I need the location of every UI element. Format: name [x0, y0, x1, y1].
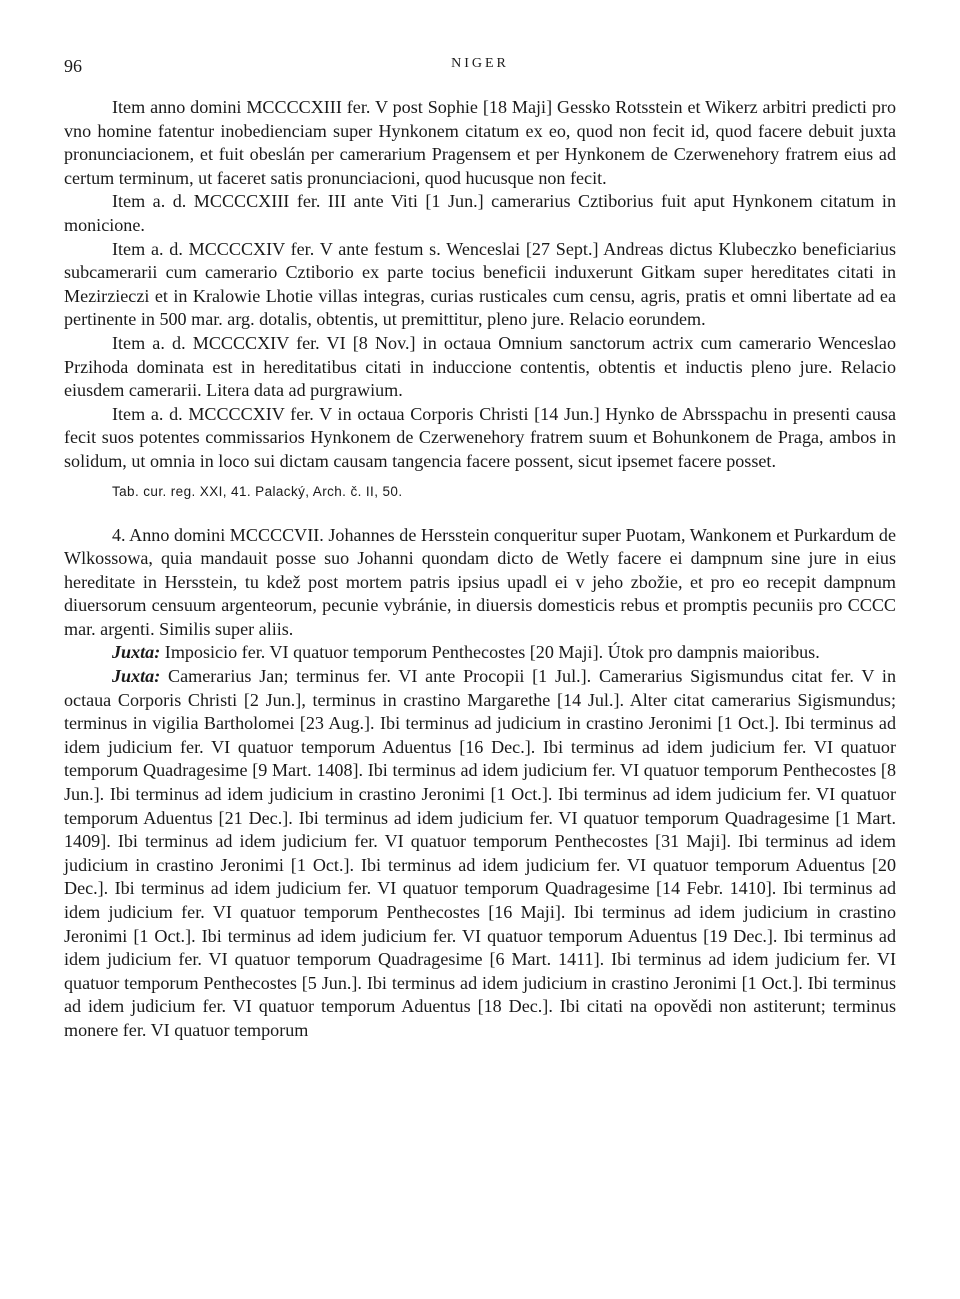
paragraph-juxta-1: [64, 641, 896, 665]
page-header: [64, 56, 896, 80]
page-number: 96: [64, 56, 82, 76]
paragraph-entry-2: Item a. d. MCCCCXIII fer. III ante Viti [1 Jun.] camerarius Cztiborius fuit aput Hynkonem citatum in monicione.: [64, 191, 896, 235]
paragraph-juxta-2: [64, 665, 896, 1043]
paragraph-entry-1: Item anno domini MCCCCXIII fer. V post Sophie [18 Maji] Gessko Rotsstein et Wikerz arbitri predicti pro vno homine fatentur inobedienciam super Hynkonem citatum ex eo, quod non fecit id, quod facere debuit juxta pronunciacionem, et fuit obeslán per camerarium Pragensem et per Hynkonem de Czerwenehory fratrem eius ad certum terminum, ut faceret satis pronunciacioni, quod hucusque non fecit.: [64, 97, 896, 188]
juxta-text: Camerarius Jan; terminus fer. VI ante Procopii [1 Jul.]. Camerarius Sigismundus citat fer. V in octaua Corporis Christi [2 Jun.], terminus in crastino Margarethe [14 Jul.]. Alter citat camerarius Sigismundus; terminus in vigilia Bartholomei [23 Aug.]. Ibi terminus ad judicium in crastino Jeronimi [1 Oct.]. Ibi terminus ad idem judicium fer. VI quatuor temporum Aduentus [16 Dec.]. Ibi terminus ad idem judicium fer. VI quatuor temporum Quadragesime [9 Mart. 1408]. Ibi terminus ad idem judicium fer. VI quatuor temporum Penthecostes [8 Jun.]. Ibi terminus ad idem judicium in crastino Jeronimi [1 Oct.]. Ibi terminus ad idem judicium fer. VI quatuor temporum Aduentus [21 Dec.]. Ibi terminus ad idem judicium fer. VI quatuor temporum Quadragesime [1 Mart. 1409]. Ibi terminus ad idem judicium fer. VI quatuor temporum Penthecostes [31 Maji]. Ibi terminus ad idem judicium in crastino Jeronimi [1 Oct.]. Ibi terminus ad idem judicium fer. VI quatuor temporum Aduentus [20 Dec.]. Ibi terminus ad idem judicium fer. VI quatuor temporum Quadragesime [14 Febr. 1410]. Ibi terminus ad idem judicium fer. VI quatuor temporum Penthecostes [16 Maji]. Ibi terminus ad idem judicium in crastino Jeronimi [1 Oct.]. Ibi terminus ad idem judicium fer. VI quatuor temporum Aduentus [19 Dec.]. Ibi terminus ad idem judicium fer. VI quatuor temporum Quadragesime [6 Mart. 1411]. Ibi terminus ad idem judicium fer. VI quatuor temporum Penthecostes [5 Jun.]. Ibi terminus ad idem judicium in crastino Jeronimi [1 Oct.]. Ibi terminus ad idem judicium fer. VI quatuor temporum Aduentus [18 Dec.]. Ibi citati na opovědi non astiterunt; terminus monere fer. VI quatuor temporum: [64, 666, 896, 1040]
source-note: Tab. cur. reg. XXI, 41. Palacký, Arch. č. II, 50.: [112, 483, 403, 499]
juxta-label: Juxta:: [112, 642, 161, 663]
paragraph-entry-4: Item a. d. MCCCCXIV fer. VI [8 Nov.] in octaua Omnium sanctorum actrix cum camerario Wenceslao Przihoda dominata est in hereditatibus citati in induccione contentis, obtentis et inductis pleno jure. Relacio eiusdem camerarii. Litera data ad purgrawium.: [64, 332, 896, 401]
body-text: [64, 96, 896, 1043]
section-gap: [64, 504, 896, 524]
juxta-label: Juxta:: [112, 666, 161, 687]
paragraph-case-4-intro: 4. Anno domini MCCCCVII. Johannes de Hersstein conqueritur super Puotam, Wankonem et Purkardum de Wlkossowa, quia mandauit posse suo Johanni quondam dicto de Wetly facere ei dampnum sine jure in eius hereditate in Hersstein, tu kdež post mortem patris ipsius upadl ei v jeho zbožie, et pro eo recepit dampnum diuersorum censuum argenteorum, pecunie vybránie, in diuersis domesticis rebus et promptis pecuniis pro CCCC mar. argenti. Similis super aliis.: [64, 524, 896, 639]
running-head: NIGER: [451, 56, 509, 71]
paragraph-entry-5: Item a. d. MCCCCXIV fer. V in octaua Corporis Christi [14 Jun.] Hynko de Abrsspachu in presenti causa fecit suos potentes commissarios Hynkonem de Czerwenehory fratrem suum et Bohunkonem de Praga, ambos in solidum, ut omnia in loco sui dictam causam tangencia facere possent, sicut ipsemet facere posset.: [64, 403, 896, 471]
paragraph-entry-3: Item a. d. MCCCCXIV fer. V ante festum s. Wenceslai [27 Sept.] Andreas dictus Klubeczko beneficiarius subcamerarii cum camerario Cztiborio ex parte tocius beneficii induxerunt Gitkam super hereditates citati in Mezirzieczi et in Kralowie Lhotie villas integras, curias rusticales cum censu, agris, pratis et omni libertate ad ea pertinente in 500 mar. arg. dotalis, obtentis, ut premittitur, pleno jure. Relacio eorundem.: [64, 238, 896, 330]
juxta-text: Imposicio fer. VI quatuor temporum Penthecostes [20 Maji]. Útok pro dampnis maioribus.: [160, 642, 820, 663]
